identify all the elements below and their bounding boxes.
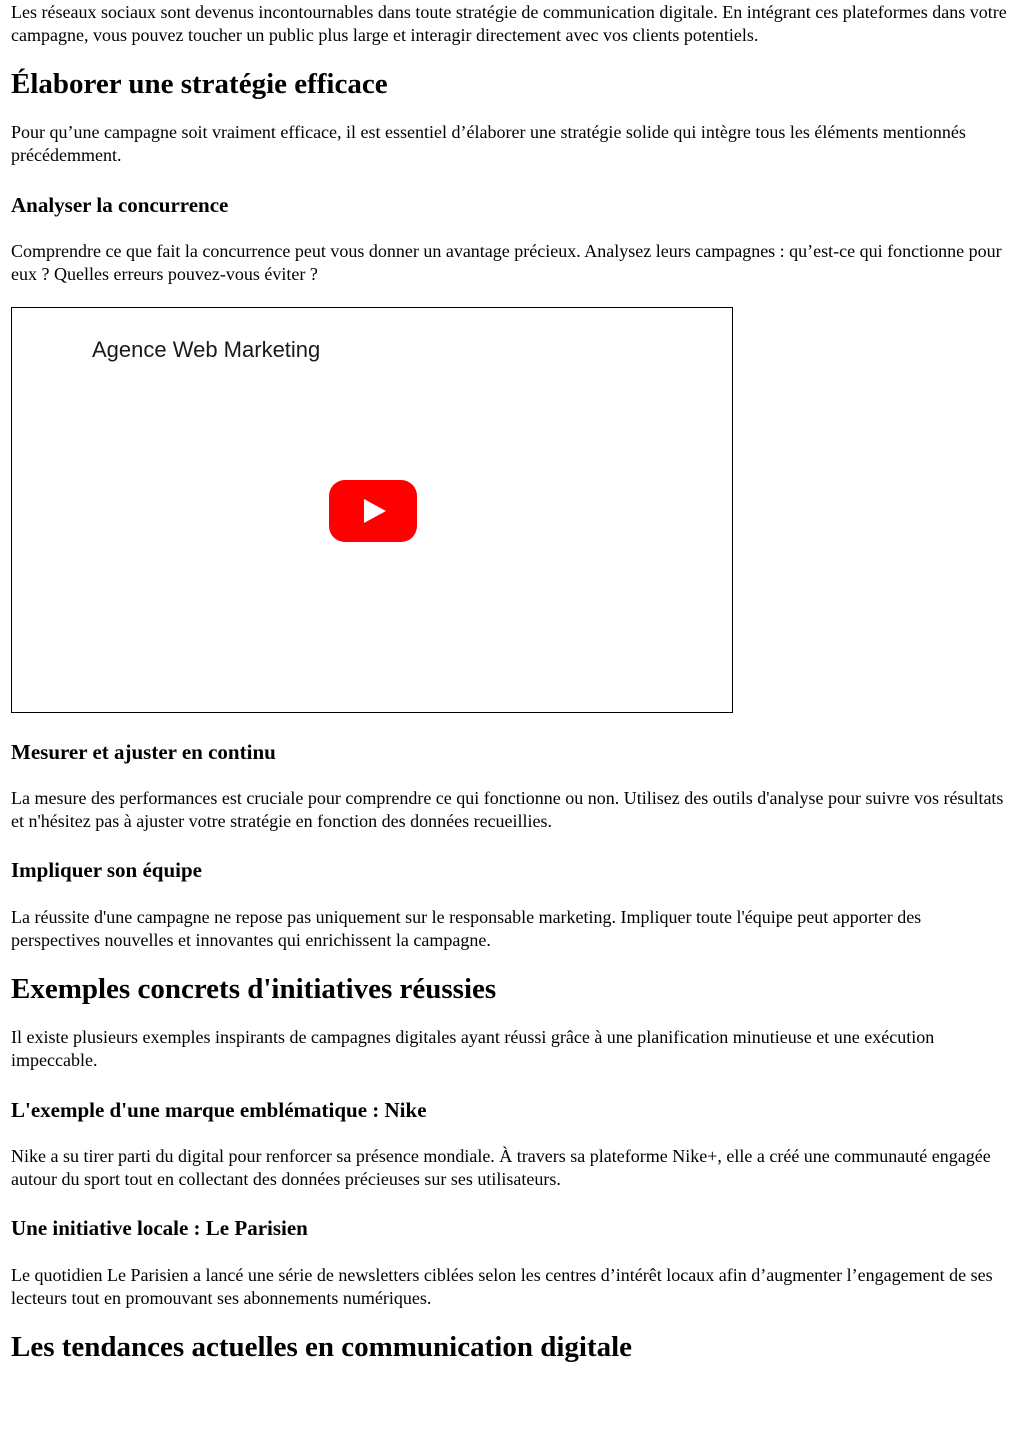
paragraph-nike: Nike a su tirer parti du digital pour renforcer sa présence mondiale. À travers sa plateforme Nike+, elle a créé une communauté engagée autour du sport tout en collectant des données précieuses sur ses utilisateurs. xyxy=(11,1146,991,1189)
paragraph-strategie: Pour qu’une campagne soit vraiment efficace, il est essentiel d’élaborer une stratégie solide qui intègre tous les éléments mentionnés précédemment. xyxy=(11,122,966,165)
heading-exemples: Exemples concrets d'initiatives réussies xyxy=(11,973,497,1005)
youtube-play-icon[interactable] xyxy=(329,480,417,542)
heading-parisien: Une initiative locale : Le Parisien xyxy=(11,1216,308,1240)
paragraph-exemples: Il existe plusieurs exemples inspirants de campagnes digitales ayant réussi grâce à une planification minutieuse et une exécution impeccable. xyxy=(11,1027,935,1070)
paragraph-intro: Les réseaux sociaux sont devenus incontournables dans toute stratégie de communication digitale. En intégrant ces plateformes dans votre campagne, vous pouvez toucher un public plus large et interagir directement avec vos clients potentiels. xyxy=(11,2,1007,45)
article-body xyxy=(0,1,1024,1364)
heading-concurrence: Analyser la concurrence xyxy=(11,193,229,217)
video-embed[interactable] xyxy=(11,307,733,713)
heading-mesurer: Mesurer et ajuster en continu xyxy=(11,740,276,764)
video-title: Agence Web Marketing xyxy=(92,337,321,362)
heading-tendances: Les tendances actuelles en communication digitale xyxy=(11,1331,633,1363)
heading-equipe: Impliquer son équipe xyxy=(11,858,202,882)
heading-nike: L'exemple d'une marque emblématique : Nike xyxy=(11,1098,427,1122)
paragraph-parisien: Le quotidien Le Parisien a lancé une série de newsletters ciblées selon les centres d’intérêt locaux afin d’augmenter l’engagement de ses lecteurs tout en promouvant ses abonnements numériques. xyxy=(11,1265,993,1308)
paragraph-concurrence: Comprendre ce que fait la concurrence peut vous donner un avantage précieux. Analysez leurs campagnes : qu’est-ce qui fonctionne pour eux ? Quelles erreurs pouvez-vous éviter ? xyxy=(11,241,1002,284)
paragraph-equipe: La réussite d'une campagne ne repose pas uniquement sur le responsable marketing. Impliquer toute l'équipe peut apporter des perspectives nouvelles et innovantes qui enrichissent la campagne. xyxy=(11,907,922,950)
heading-strategie: Élaborer une stratégie efficace xyxy=(11,68,388,100)
paragraph-mesurer: La mesure des performances est cruciale pour comprendre ce qui fonctionne ou non. Utilisez des outils d'analyse pour suivre vos résultats et n'hésitez pas à ajuster votre stratégie en fonction des données recueillies. xyxy=(11,788,1004,831)
